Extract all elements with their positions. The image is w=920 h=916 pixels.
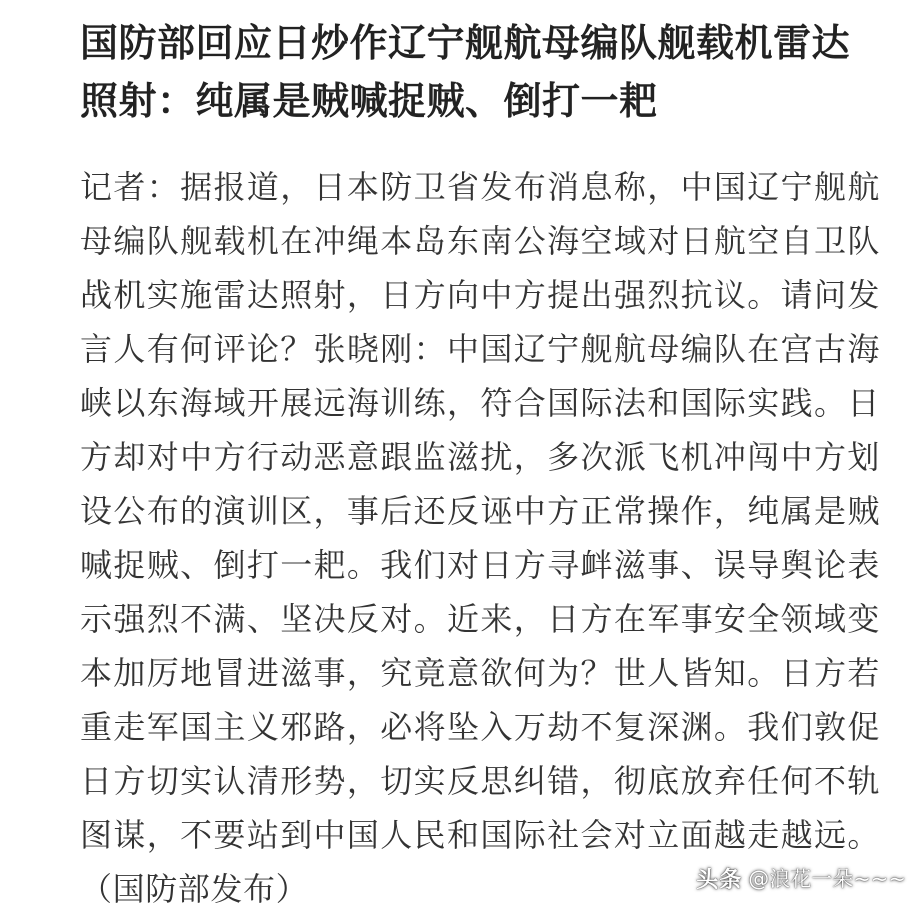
article [80,0,880,916]
watermark-handle: @浪花一朵~~~ [748,867,906,891]
article-title: 国防部回应日炒作辽宁舰航母编队舰载机雷达照射：纯属是贼喊捉贼、倒打一耙 [80,21,851,123]
article-body: 记者：据报道，日本防卫省发布消息称，中国辽宁舰航母编队舰载机在冲绳本岛东南公海空域对日航空自卫队战机实施雷达照射，日方向中方提出强烈抗议。请问发言人有何评论？张晓刚：中国辽宁舰航母编队在宫古海峡以东海域开展远海训练，符合国际法和国际实践。日方却对中方行动恶意跟监滋扰，多次派飞机冲闯中方划设公布的演训区，事后还反诬中方正常操作，纯属是贼喊捉贼、倒打一耙。我们对日方寻衅滋事、误导舆论表示强烈不满、坚决反对。近来，日方在军事安全领域变本加厉地冒进滋事，究竟意欲何为？世人皆知。日方若重走军国主义邪路，必将坠入万劫不复深渊。我们敦促日方切实认清形势，切实反思纠错，彻底放弃任何不轨图谋，不要站到中国人民和国际社会对立面越走越远。（国防部发布） [80,168,880,908]
author-watermark [696,858,906,898]
watermark-brand: 头条 [696,867,743,893]
